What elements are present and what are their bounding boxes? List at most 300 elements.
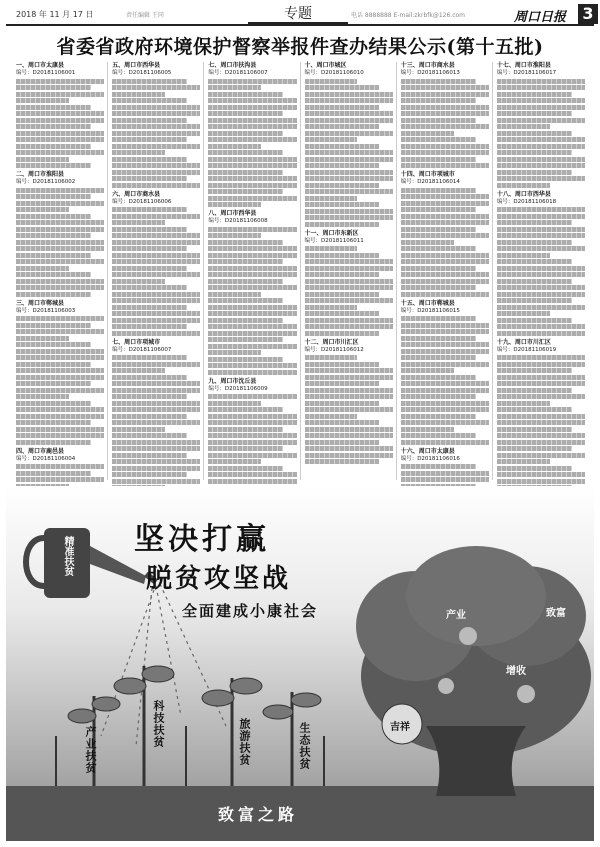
body-text-line xyxy=(305,85,380,90)
body-text-line xyxy=(497,420,585,425)
report-entry-number: 编号：D20181106005 xyxy=(112,70,172,76)
body-text-line xyxy=(208,105,296,110)
body-text-line xyxy=(208,453,296,458)
body-text-line xyxy=(16,214,91,219)
body-text-line xyxy=(208,311,296,316)
body-text-line xyxy=(208,363,296,368)
masthead xyxy=(6,4,594,26)
body-text-line xyxy=(112,183,200,188)
body-text-line xyxy=(208,285,296,290)
body-text-line xyxy=(16,150,104,155)
report-entry xyxy=(112,191,200,336)
body-text-line xyxy=(401,381,489,386)
article-column xyxy=(497,62,588,480)
report-entry xyxy=(305,230,393,336)
body-text-line xyxy=(497,279,572,284)
body-text-line xyxy=(401,111,489,116)
body-text-line xyxy=(208,466,283,471)
body-text-line xyxy=(208,227,296,232)
report-entry-number: 编号：D20181106013 xyxy=(400,70,460,76)
body-text-line xyxy=(112,446,200,451)
body-text-line xyxy=(305,98,393,103)
report-entry-title: 十一、周口市东新区 xyxy=(304,229,359,237)
body-text-line xyxy=(16,163,91,168)
body-text-line xyxy=(208,357,283,362)
editor-credit: 责任编辑 王同 xyxy=(126,12,164,19)
body-text-line xyxy=(497,79,585,84)
body-text-line xyxy=(208,240,283,245)
body-text-line xyxy=(497,407,572,412)
report-entry xyxy=(401,171,489,297)
body-text-line xyxy=(305,375,393,380)
report-entry-title: 十三、周口市商水县 xyxy=(400,62,455,69)
body-text-line xyxy=(497,401,550,406)
body-text-line xyxy=(305,124,380,129)
report-entry-title: 五、周口市西华县 xyxy=(112,62,161,69)
body-text-line xyxy=(305,222,380,227)
body-text-line xyxy=(305,433,393,438)
body-text-line xyxy=(208,331,296,336)
body-text-line xyxy=(497,362,585,367)
report-entry xyxy=(497,191,585,336)
body-text-line xyxy=(305,427,393,432)
issue-date: 2018 年 11 月 17 日 xyxy=(16,10,94,19)
body-text-line xyxy=(112,170,200,175)
body-text-line xyxy=(112,85,200,90)
report-entry-title: 十五、周口市郸城县 xyxy=(400,299,455,307)
body-text-line xyxy=(208,79,296,84)
body-text-line xyxy=(305,401,380,406)
body-text-line xyxy=(208,233,261,238)
poverty-alleviation-poster xyxy=(6,486,594,841)
body-text-line xyxy=(112,394,187,399)
body-text-line xyxy=(401,227,476,232)
body-text-line xyxy=(16,92,104,97)
report-entry xyxy=(112,62,200,188)
body-text-line xyxy=(112,479,200,484)
body-text-line xyxy=(112,324,187,329)
body-text-line xyxy=(305,183,380,188)
body-text-line xyxy=(16,349,104,354)
body-text-line xyxy=(16,414,104,419)
body-text-line xyxy=(497,111,572,116)
body-text-line xyxy=(112,131,200,136)
article-column xyxy=(208,62,300,480)
body-text-line xyxy=(401,137,476,142)
body-text-line xyxy=(208,92,283,97)
watering-can-label: 精准扶贫 xyxy=(62,536,73,576)
report-entry-number: 编号：D20181106011 xyxy=(304,237,364,244)
body-text-line xyxy=(305,92,393,97)
body-text-line xyxy=(401,420,489,425)
article-columns xyxy=(16,62,588,480)
body-text-line xyxy=(401,394,476,399)
body-text-line xyxy=(305,388,393,393)
body-text-line xyxy=(401,316,476,321)
body-text-line xyxy=(497,446,572,451)
report-entry-number: 编号：D20181106015 xyxy=(400,307,460,314)
body-text-line xyxy=(208,98,296,103)
body-text-line xyxy=(16,388,104,393)
body-text-line xyxy=(401,323,489,328)
body-text-line xyxy=(16,259,104,264)
body-text-line xyxy=(112,105,200,110)
body-text-line xyxy=(208,279,283,284)
body-text-line xyxy=(305,285,393,290)
body-text-line xyxy=(208,111,283,116)
body-text-line xyxy=(16,118,104,123)
body-text-line xyxy=(112,368,165,373)
body-text-line xyxy=(305,111,393,116)
body-text-line xyxy=(208,202,261,207)
body-text-line xyxy=(112,233,200,238)
report-entry xyxy=(208,62,296,207)
report-entry-title: 一、周口市太康县 xyxy=(16,62,65,69)
body-text-line xyxy=(305,137,358,142)
poster-slogan-3: 全面建成小康社会 xyxy=(182,602,319,620)
body-text-line xyxy=(305,324,393,329)
body-text-line xyxy=(305,331,380,336)
body-text-line xyxy=(112,331,200,336)
body-text-line xyxy=(16,131,104,136)
body-text-line xyxy=(16,440,91,445)
tree-label-2: 吉祥 xyxy=(390,722,410,733)
body-text-line xyxy=(401,220,489,225)
report-entry xyxy=(208,210,296,375)
body-text-line xyxy=(401,292,489,297)
body-text-line xyxy=(497,137,585,142)
body-text-line xyxy=(401,279,489,284)
body-text-line xyxy=(305,163,380,168)
body-text-line xyxy=(16,401,91,406)
report-entry xyxy=(112,339,200,504)
body-text-line xyxy=(16,375,104,380)
body-text-line xyxy=(16,342,91,347)
body-text-line xyxy=(401,124,489,129)
body-text-line xyxy=(112,466,200,471)
body-text-line xyxy=(305,453,393,458)
body-text-line xyxy=(208,298,283,303)
body-text-line xyxy=(208,259,283,264)
body-text-line xyxy=(16,381,91,386)
body-text-line xyxy=(305,144,380,149)
report-entry-number: 编号：D20181106008 xyxy=(208,218,268,224)
body-text-line xyxy=(112,240,200,245)
tree-label-4: 致富 xyxy=(546,608,566,619)
body-text-line xyxy=(401,368,454,373)
body-text-line xyxy=(16,85,91,90)
body-text-line xyxy=(16,477,104,482)
report-entry-title: 十七、周口市淮阳县 xyxy=(496,62,551,69)
body-text-line xyxy=(208,318,283,323)
body-text-line xyxy=(16,336,69,341)
body-text-line xyxy=(497,298,572,303)
body-text-line xyxy=(497,144,585,149)
body-text-line xyxy=(112,311,200,316)
body-text-line xyxy=(112,355,187,360)
body-text-line xyxy=(305,414,358,419)
body-text-line xyxy=(112,440,200,445)
body-text-line xyxy=(16,471,91,476)
body-text-line xyxy=(497,331,585,336)
report-entry-title: 七、周口市项城市 xyxy=(112,338,161,346)
body-text-line xyxy=(16,329,104,334)
body-text-line xyxy=(497,157,585,162)
body-text-line xyxy=(208,440,296,445)
body-text-line xyxy=(305,394,393,399)
body-text-line xyxy=(401,349,489,354)
body-text-line xyxy=(16,420,91,425)
body-text-line xyxy=(208,189,283,194)
body-text-line xyxy=(401,240,454,245)
body-text-line xyxy=(497,207,585,212)
body-text-line xyxy=(305,246,358,251)
report-entry-number: 编号：D20181106001 xyxy=(16,70,76,76)
body-text-line xyxy=(305,176,393,181)
body-text-line xyxy=(208,272,296,277)
body-text-line xyxy=(401,401,489,406)
body-text-line xyxy=(497,427,572,432)
body-text-line xyxy=(208,137,296,142)
report-entry-number: 编号：D20181106007 xyxy=(112,346,172,353)
report-entry-number: 编号：D20181106012 xyxy=(304,346,364,353)
article-column xyxy=(305,62,397,480)
body-text-line xyxy=(16,362,91,367)
body-text-line xyxy=(401,163,489,168)
body-text-line xyxy=(497,388,572,393)
poster-road-text: 致富之路 xyxy=(218,805,299,824)
body-text-line xyxy=(305,381,380,386)
body-text-line xyxy=(112,407,200,412)
body-text-line xyxy=(305,298,393,303)
report-entry xyxy=(497,62,585,188)
body-text-line xyxy=(497,381,585,386)
body-text-line xyxy=(401,92,489,97)
body-text-line xyxy=(208,144,261,149)
body-text-line xyxy=(401,144,489,149)
report-entry-number: 编号：D20181106009 xyxy=(208,385,268,392)
body-text-line xyxy=(16,188,104,193)
body-text-line xyxy=(112,98,187,103)
body-text-line xyxy=(16,124,91,129)
report-entry-title: 十九、周口市川汇区 xyxy=(496,338,551,346)
report-entry-title: 十八、周口市西华县 xyxy=(496,190,551,198)
body-text-line xyxy=(16,253,91,258)
body-text-line xyxy=(16,201,104,206)
body-text-line xyxy=(112,150,165,155)
body-text-line xyxy=(401,118,476,123)
body-text-line xyxy=(401,433,476,438)
body-text-line xyxy=(16,111,104,116)
body-text-line xyxy=(401,105,489,110)
page-headline: 省委省政府环境保护督察举报件查办结果公示(第十五批) xyxy=(56,36,544,58)
body-text-line xyxy=(16,464,104,469)
body-text-line xyxy=(401,85,489,90)
body-text-line xyxy=(497,466,572,471)
body-text-line xyxy=(497,220,572,225)
body-text-line xyxy=(401,388,489,393)
body-text-line xyxy=(16,157,69,162)
body-text-line xyxy=(305,318,393,323)
body-text-line xyxy=(497,150,572,155)
body-text-line xyxy=(208,414,296,419)
report-entry-number: 编号：D20181106017 xyxy=(496,70,557,76)
body-text-line xyxy=(497,440,585,445)
body-text-line xyxy=(208,401,261,406)
body-text-line xyxy=(401,79,476,84)
body-text-line xyxy=(401,272,489,277)
report-entry xyxy=(401,300,489,445)
body-text-line xyxy=(497,124,550,129)
body-text-line xyxy=(112,253,200,258)
newspaper-name: 周口日报 xyxy=(514,10,567,25)
body-text-line xyxy=(112,259,200,264)
body-text-line xyxy=(208,170,283,175)
report-entry xyxy=(305,62,393,227)
body-text-line xyxy=(401,427,454,432)
report-entry xyxy=(208,378,296,484)
body-text-line xyxy=(16,194,91,199)
report-entry-title: 七、周口市扶沟县 xyxy=(208,62,257,69)
poster-slogan-1: 坚决打赢 xyxy=(134,522,270,557)
body-text-line xyxy=(401,375,476,380)
body-text-line xyxy=(401,150,489,155)
body-text-line xyxy=(16,292,91,297)
page-number: 3 xyxy=(578,4,598,24)
section-title: 专题 xyxy=(248,4,348,24)
body-text-line xyxy=(208,266,296,271)
body-text-line xyxy=(401,329,489,334)
body-text-line xyxy=(305,440,380,445)
body-text-line xyxy=(305,118,393,123)
body-text-line xyxy=(112,214,200,219)
body-text-line xyxy=(401,201,489,206)
body-text-line xyxy=(16,368,104,373)
body-text-line xyxy=(208,370,296,375)
body-text-line xyxy=(208,150,283,155)
body-text-line xyxy=(16,394,69,399)
body-text-line xyxy=(112,92,165,97)
body-text-line xyxy=(112,207,187,212)
body-text-line xyxy=(208,163,296,168)
body-text-line xyxy=(112,318,200,323)
report-entry-number: 编号：D20181106014 xyxy=(400,179,460,185)
report-entry-title: 十六、周口市太康县 xyxy=(400,447,455,455)
body-text-line xyxy=(401,471,489,476)
body-text-line xyxy=(208,394,296,399)
body-text-line xyxy=(305,305,358,310)
body-text-line xyxy=(305,253,380,258)
body-text-line xyxy=(497,394,585,399)
body-text-line xyxy=(208,157,296,162)
body-text-line xyxy=(305,196,358,201)
body-text-line xyxy=(208,124,296,129)
body-text-line xyxy=(401,157,476,162)
body-text-line xyxy=(497,176,585,181)
body-text-line xyxy=(497,246,585,251)
body-text-line xyxy=(208,446,283,451)
sprout-label-3: 旅游扶贫 xyxy=(238,718,251,766)
body-text-line xyxy=(16,240,104,245)
body-text-line xyxy=(497,105,585,110)
body-text-line xyxy=(497,131,572,136)
body-text-line xyxy=(208,459,261,464)
body-text-line xyxy=(497,259,572,264)
body-text-line xyxy=(208,324,296,329)
tree-label-1: 产业 xyxy=(446,610,466,621)
body-text-line xyxy=(305,272,380,277)
body-text-line xyxy=(16,427,104,432)
body-text-line xyxy=(208,196,296,201)
body-text-line xyxy=(401,246,476,251)
body-text-line xyxy=(112,453,187,458)
body-text-line xyxy=(497,170,572,175)
body-text-line xyxy=(208,479,296,484)
report-entry-number: 编号：D20181106019 xyxy=(496,346,557,353)
report-entry-title: 八、周口市西华县 xyxy=(208,210,257,217)
contact-info: 电话 8888888 E-mail:zkrbfk@126.com xyxy=(351,12,466,19)
report-entry-title: 十四、周口市项城市 xyxy=(400,171,455,178)
body-text-line xyxy=(497,285,585,290)
body-text-line xyxy=(208,176,296,181)
report-entry-number: 编号：D20181106006 xyxy=(112,198,172,205)
body-text-line xyxy=(16,433,104,438)
body-text-line xyxy=(16,233,91,238)
body-text-line xyxy=(16,323,91,328)
body-text-line xyxy=(497,85,585,90)
report-entry-title: 三、周口市郸城县 xyxy=(16,299,65,307)
body-text-line xyxy=(112,459,200,464)
body-text-line xyxy=(401,440,489,445)
body-text-line xyxy=(497,253,550,258)
body-text-line xyxy=(305,420,380,425)
report-entry-number: 编号：D20181106003 xyxy=(16,307,76,314)
body-text-line xyxy=(305,266,393,271)
body-text-line xyxy=(208,85,261,90)
body-text-line xyxy=(305,79,358,84)
body-text-line xyxy=(497,118,585,123)
body-text-line xyxy=(208,350,261,355)
body-text-line xyxy=(401,188,476,193)
body-text-line xyxy=(401,362,489,367)
body-text-line xyxy=(112,298,200,303)
body-text-line xyxy=(497,311,550,316)
body-text-line xyxy=(497,233,585,238)
body-text-line xyxy=(208,118,296,123)
body-text-line xyxy=(305,170,393,175)
body-text-line xyxy=(497,292,585,297)
body-text-line xyxy=(401,207,476,212)
body-text-line xyxy=(497,355,585,360)
body-text-line xyxy=(112,157,187,162)
body-text-line xyxy=(401,233,489,238)
body-text-line xyxy=(16,220,104,225)
body-text-line xyxy=(112,292,200,297)
body-text-line xyxy=(305,279,393,284)
body-text-line xyxy=(305,368,393,373)
body-text-line xyxy=(497,368,572,373)
body-text-line xyxy=(16,105,91,110)
body-text-line xyxy=(112,118,187,123)
body-text-line xyxy=(305,446,393,451)
body-text-line xyxy=(112,227,187,232)
body-text-line xyxy=(305,131,393,136)
body-text-line xyxy=(112,220,165,225)
report-entry-number: 编号：D20181106007 xyxy=(208,70,268,76)
body-text-line xyxy=(401,407,489,412)
body-text-line xyxy=(305,150,393,155)
sprout-label-4: 生态扶贫 xyxy=(298,722,311,770)
